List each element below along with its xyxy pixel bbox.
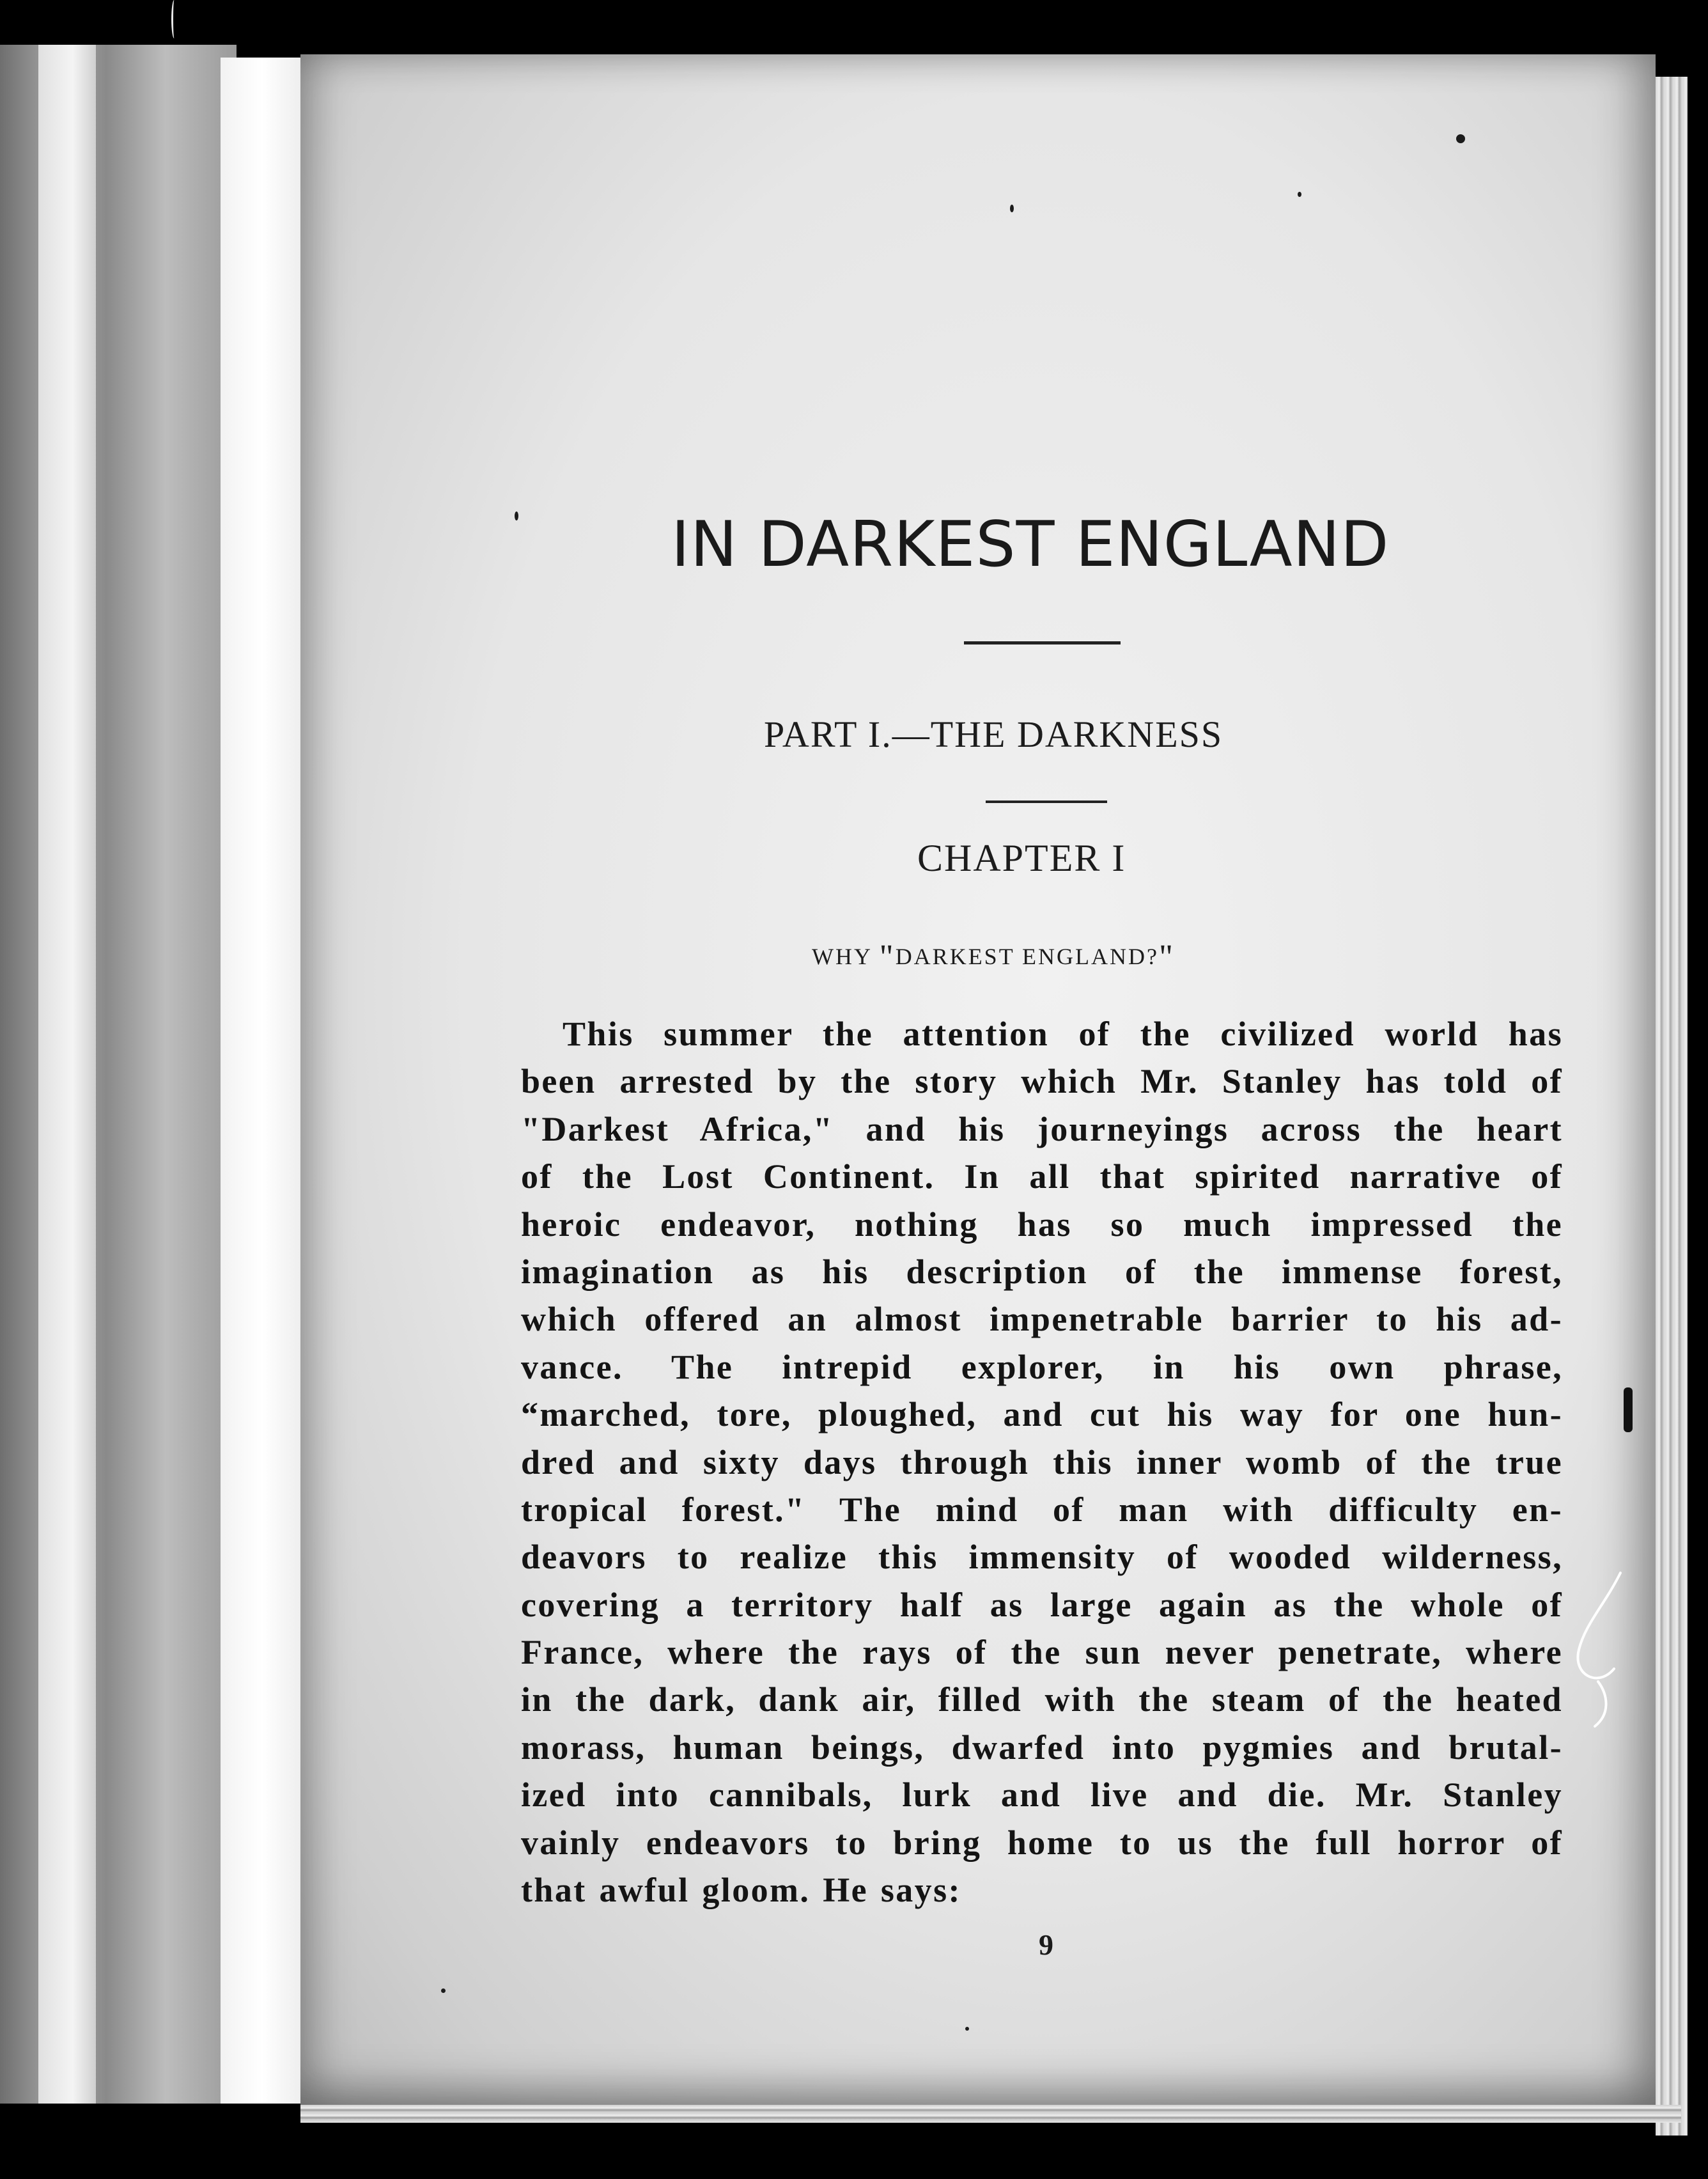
body-line: which offered an almost impenetrable barrier to his ad- (521, 1300, 1563, 1339)
body-line: France, where the rays of the sun never penetrate, where (521, 1633, 1563, 1672)
body-line: been arrested by the story which Mr. Stanley has told of (521, 1062, 1563, 1101)
ink-speck (1010, 205, 1014, 212)
margin-pencil-scribble (1560, 1566, 1630, 1733)
part-heading: PART I.—THE DARKNESS (764, 714, 1223, 755)
body-line: This summer the attention of the civilized world has (563, 1015, 1563, 1053)
body-line: vance. The intrepid explorer, in his own phrase, (521, 1347, 1563, 1386)
body-line: deavors to realize this immensity of wooded wilderness, (521, 1538, 1563, 1577)
ink-speck (1456, 134, 1465, 143)
page-number: 9 (1039, 1928, 1053, 1961)
ink-speck (1298, 192, 1301, 197)
body-line: vainly endeavors to bring home to us the full horror of (521, 1823, 1563, 1862)
body-line: dred and sixty days through this inner womb of the true (521, 1442, 1563, 1481)
part-divider-rule (986, 801, 1107, 803)
subtitle-why: WHY (812, 944, 880, 969)
left-facing-page (0, 45, 237, 2104)
subtitle-main: DARKEST ENGLAND? (895, 944, 1159, 969)
ink-speck (965, 2027, 969, 2031)
body-line: “marched, tore, ploughed, and cut his way for one hun- (521, 1395, 1563, 1434)
page-fore-edge (1656, 77, 1688, 2136)
title-divider-rule (964, 641, 1121, 644)
ink-speck (515, 512, 518, 520)
body-line: tropical forest." The mind of man with difficulty en- (521, 1490, 1563, 1529)
page-bottom-edge (300, 2105, 1681, 2123)
subtitle-close-quote: " (1159, 937, 1176, 976)
book-gutter (221, 58, 304, 2104)
body-line: heroic endeavor, nothing has so much impressed the (521, 1205, 1563, 1244)
body-line: imagination as his description of the immense forest, (521, 1252, 1563, 1291)
book-title: IN DARKEST ENGLAND (671, 508, 1390, 581)
body-line: that awful gloom. He says: (521, 1871, 961, 1910)
ink-speck (441, 1988, 446, 1993)
chapter-heading: CHAPTER I (917, 837, 1126, 879)
scan-scratch-mark (171, 0, 177, 38)
chapter-subtitle (812, 937, 1323, 976)
body-line: covering a territory half as large again as the whole of (521, 1585, 1563, 1624)
body-line: of the Lost Continent. In all that spirited narrative of (521, 1157, 1563, 1196)
left-page-edge (38, 45, 96, 2104)
subtitle-open-quote: " (879, 937, 896, 976)
body-line: ized into cannibals, lurk and live and die. Mr. Stanley (521, 1776, 1563, 1815)
body-line: in the dark, dank air, filled with the steam of the heated (521, 1680, 1563, 1719)
body-line: "Darkest Africa," and his journeyings across the heart (521, 1109, 1563, 1148)
body-paragraph (521, 1010, 1563, 1914)
body-line: morass, human beings, dwarfed into pygmies and brutal- (521, 1728, 1563, 1767)
margin-ink-mark (1624, 1387, 1633, 1432)
